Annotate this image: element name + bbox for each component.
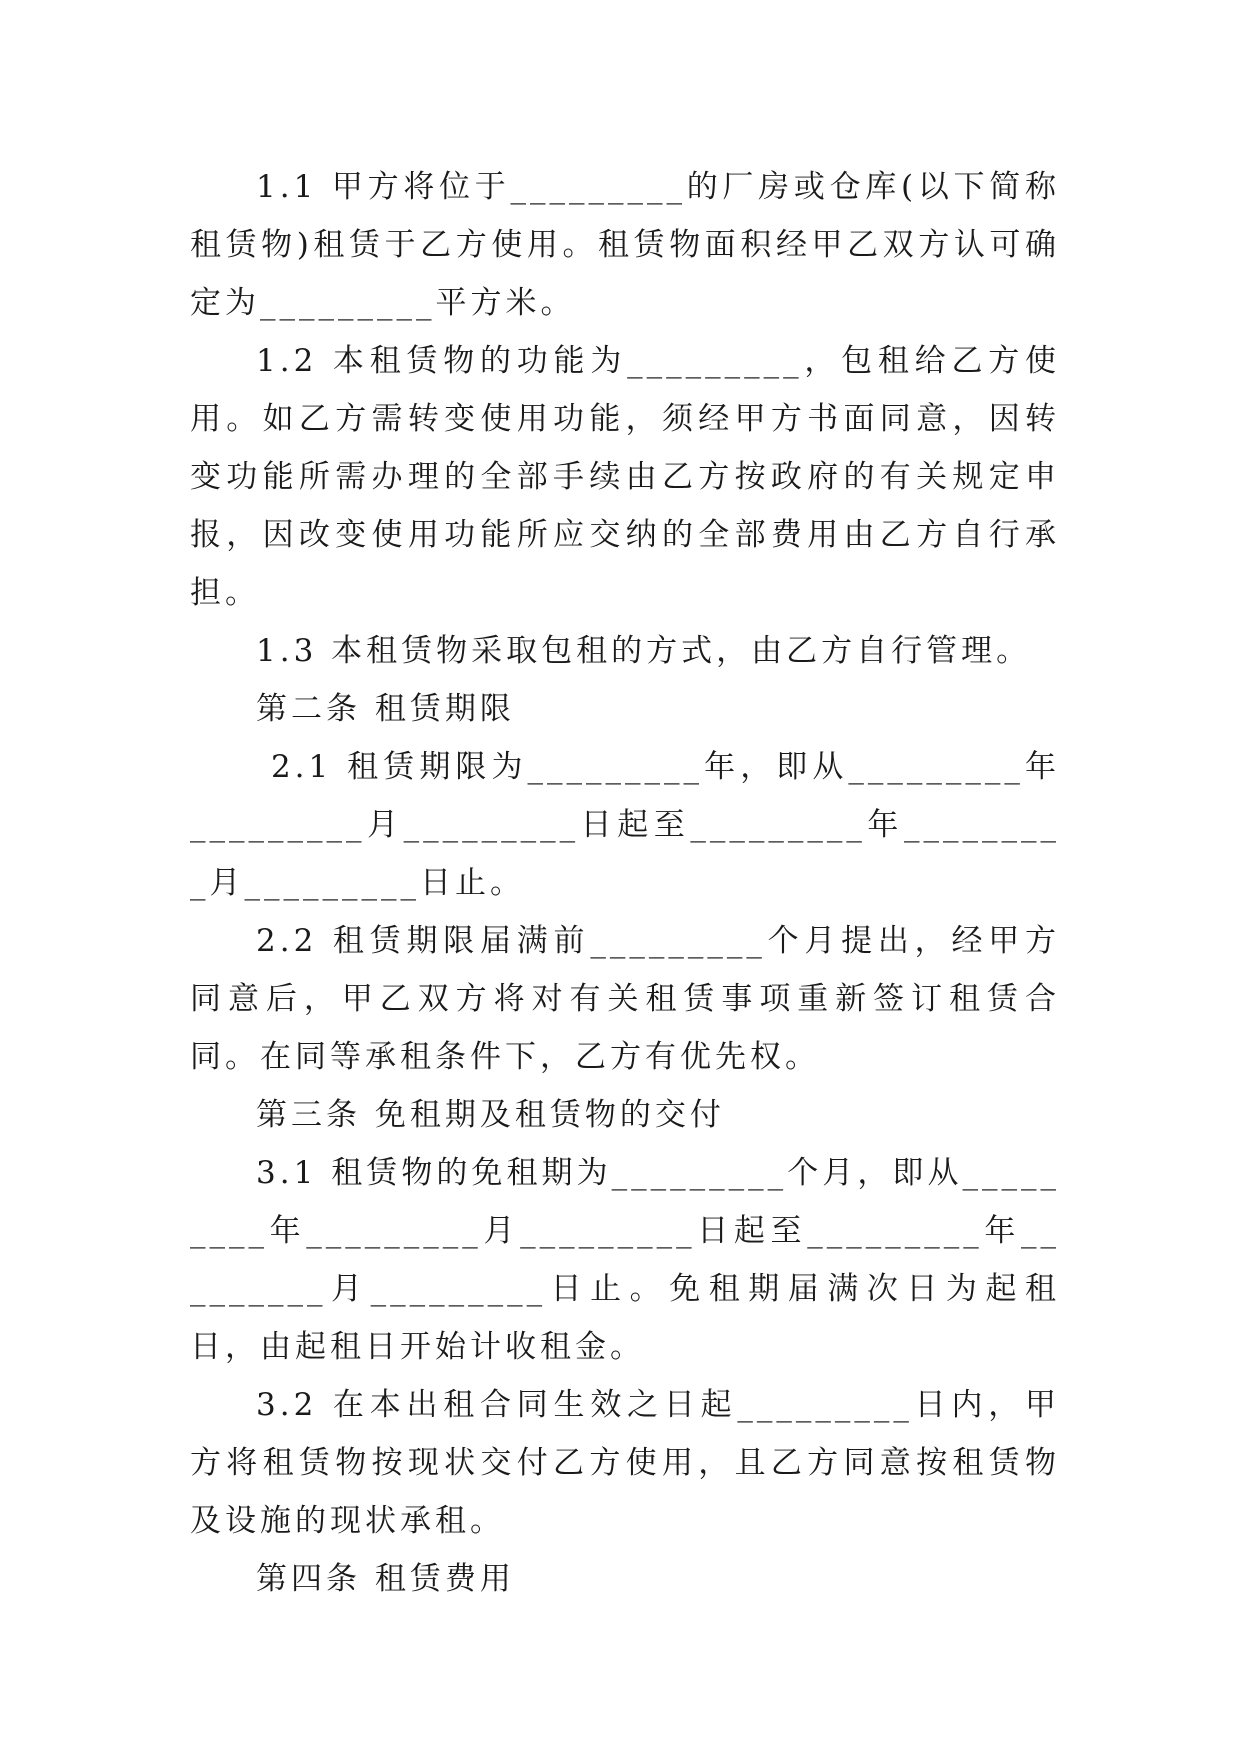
article-4-heading: 第四条 租赁费用 [256,1561,515,1597]
clause-1-1: 1.1 甲方将位于_________的厂房或仓库(以下简称租赁物)租赁于乙方使用。租赁物面积经甲乙双方认可确定为_________平方米。 [190,169,1060,321]
clause-1-2: 1.2 本租赁物的功能为_________，包租给乙方使用。如乙方需转变使用功能，须经甲方书面同意，因转变功能所需办理的全部手续由乙方按政府的有关规定申报，因改变使用功能所应交纳的全部费用由乙方自行承担。 [190,343,1060,611]
article-2-heading: 第二条 租赁期限 [256,691,515,727]
clause-1-3: 1.3 本租赁物采取包租的方式，由乙方自行管理。 [256,633,1032,669]
clause-2-1: 2.1 租赁期限为_________年，即从_________年_________月_________日起至_________年_________月_________日止。 [190,749,1060,901]
contract-body [190,158,1060,1608]
clause-2-2: 2.2 租赁期限届满前_________个月提出，经甲方同意后，甲乙双方将对有关租赁事项重新签订租赁合同。在同等承租条件下，乙方有优先权。 [190,923,1060,1075]
clause-3-2: 3.2 在本出租合同生效之日起_________日内，甲方将租赁物按现状交付乙方使用，且乙方同意按租赁物及设施的现状承租。 [190,1387,1060,1539]
article-3-heading: 第三条 免租期及租赁物的交付 [256,1097,725,1133]
clause-3-1: 3.1 租赁物的免租期为_________个月，即从_________年_________月_________日起至_________年_________月_________日止。免租期届满次日为起租日，由起租日开始计收租金。 [190,1155,1060,1365]
